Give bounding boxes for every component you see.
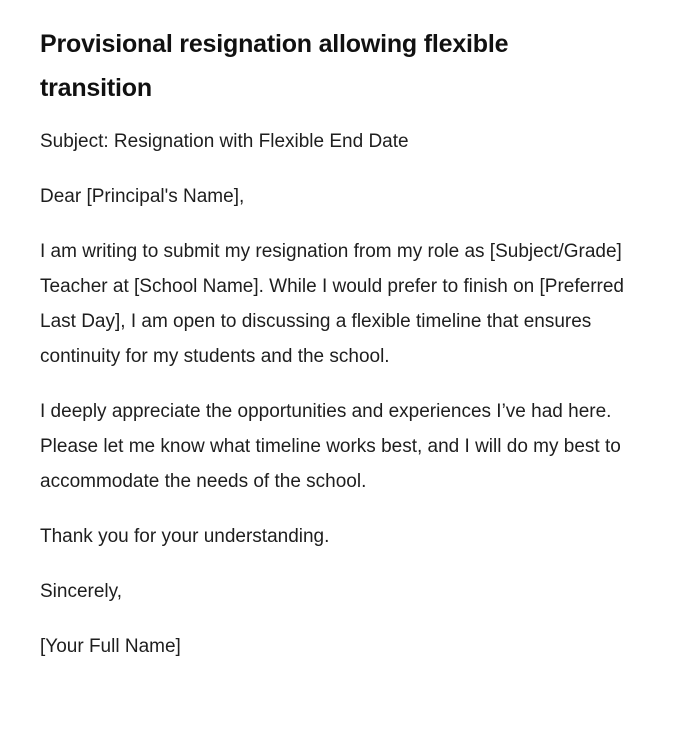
letter-signature: [Your Full Name] [40,636,181,657]
letter-closing: Sincerely, [40,581,123,602]
letter-paragraph-2: I deeply appreciate the opportunities and experiences I’ve had here. Please let me know what timeline works best, and I will do my best to accommodate the needs of the school. [40,401,621,492]
document-title: Provisional resignation allowing flexible transition [40,30,509,102]
letter-salutation: Dear [Principal's Name], [40,186,245,207]
letter-subject: Subject: Resignation with Flexible End Date [40,131,409,152]
letter-thanks: Thank you for your understanding. [40,526,330,547]
letter-paragraph-1: I am writing to submit my resignation from my role as [Subject/Grade] Teacher at [School Name]. While I would prefer to finish on [Preferred Last Day], I am open to discussing a flexible timeline that ensures continuity for my students and the school. [40,241,624,367]
